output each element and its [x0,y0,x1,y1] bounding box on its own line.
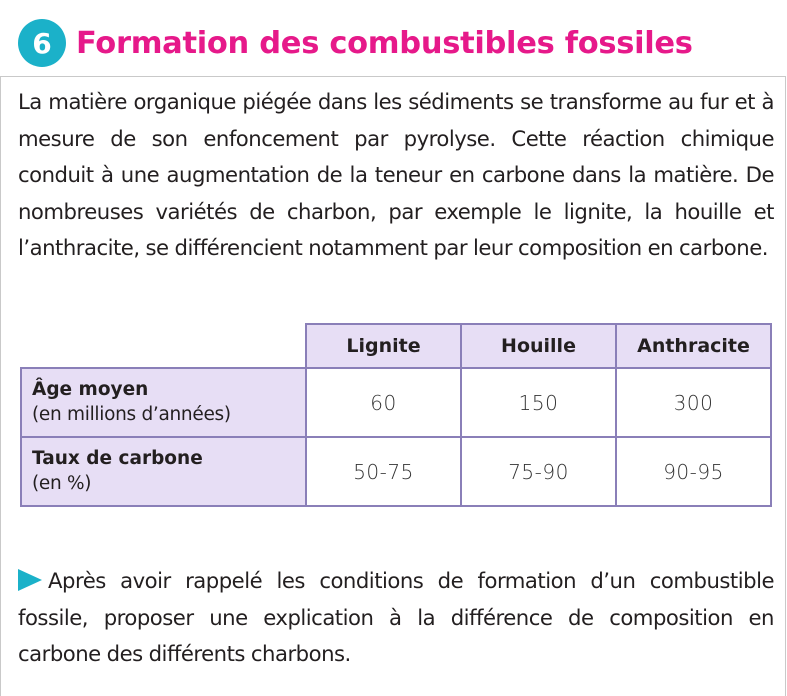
row-header-carbon [21,437,306,506]
row-sublabel: (en millions d’années) [32,403,231,425]
coal-comparison-table [20,323,772,507]
play-arrow-icon [18,569,42,591]
intro-paragraph: La matière organique piégée dans les sédiments se transforme au fur et à mesure de son enfoncement par pyrolyse. Cette réaction chimique conduit à une augmentation de la teneur en carbone dans la matière. De nombreuses variétés de charbon, par exemple le lignite, la houille et l’anthracite, se différencient notamment par leur composition en carbone. [18,89,774,260]
cell-age-anthracite: 300 [616,368,771,437]
document-header [18,14,693,72]
question-text: Après avoir rappelé les conditions de formation d’un combustible fossile, proposer une explication à la différence de composition en carbone des différents charbons. [18,568,774,666]
column-header-houille: Houille [461,324,616,368]
table-header-row [21,324,771,368]
cell-age-houille: 150 [461,368,616,437]
column-header-anthracite: Anthracite [616,324,771,368]
row-sublabel: (en %) [32,472,92,494]
table-row-carbon [21,437,771,506]
table-corner-cell [21,324,306,368]
table-row-age [21,368,771,437]
section-number-badge: 6 [18,19,66,67]
row-header-age [21,368,306,437]
section-title: Formation des combustibles fossiles [76,25,693,61]
column-header-lignite: Lignite [306,324,461,368]
cell-carbon-lignite: 50-75 [306,437,461,506]
cell-carbon-anthracite: 90-95 [616,437,771,506]
cell-age-lignite: 60 [306,368,461,437]
row-label: Âge moyen [32,378,149,400]
cell-carbon-houille: 75-90 [461,437,616,506]
row-label: Taux de carbone [32,447,203,469]
question-paragraph [18,563,774,673]
